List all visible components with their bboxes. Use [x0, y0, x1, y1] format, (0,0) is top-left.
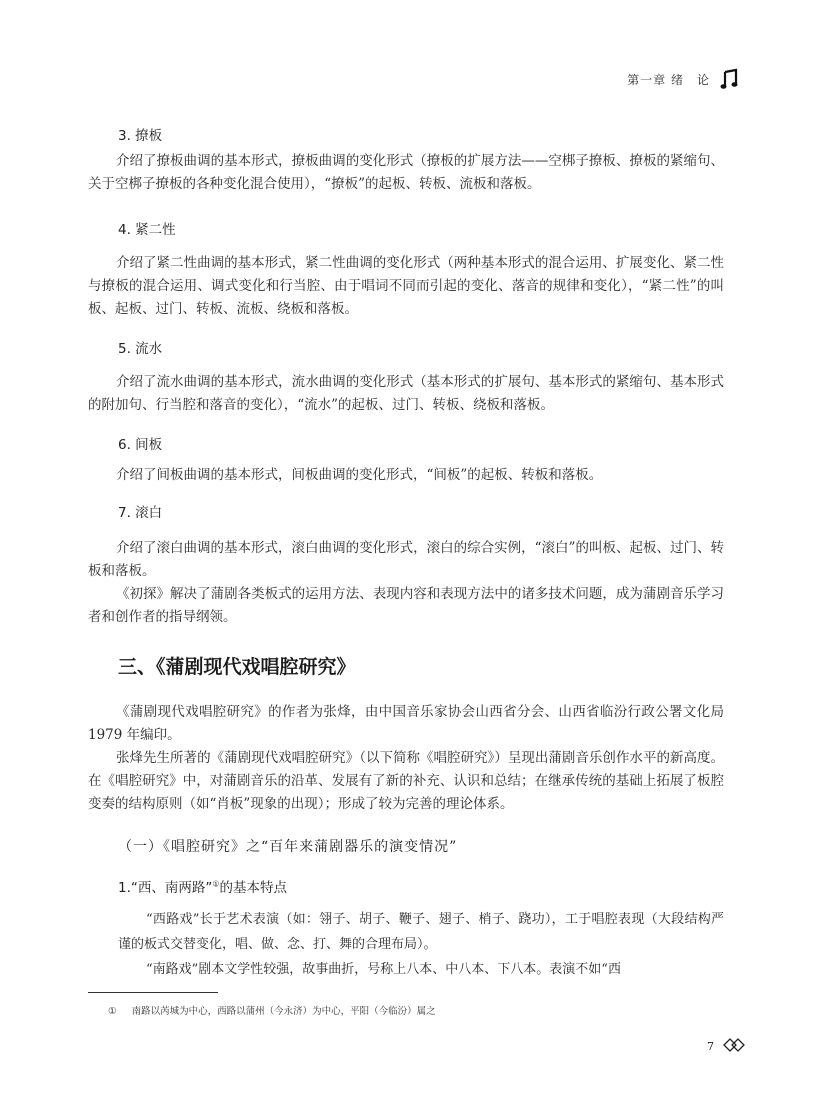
- part-3-paragraph-1: 《蒲剧现代戏唱腔研究》的作者为张烽，由中国音乐家协会山西省分会、山西省临汾行政公署文化局 1979 年编印。: [88, 704, 724, 743]
- section-7-text: 介绍了滚白曲调的基本形式，滚白曲调的变化形式，滚白的综合实例，“滚白”的叫板、起板、过门、转板和落板。: [88, 540, 724, 579]
- section-3-title: 3. 撩板: [118, 128, 163, 144]
- part-3-paragraph-2: 张烽先生所著的《蒲剧现代戏唱腔研究》（以下简称《唱腔研究》）呈现出蒲剧音乐创作水平的新高度。在《唱腔研究》中，对蒲剧音乐的沿革、发展有了新的补充、认识和总结；在继承传统的基础上拓展了板腔变奏的结构原则（如“肖板”现象的出现）；形成了较为完善的理论体系。: [88, 750, 724, 812]
- diamond-ornament-icon: [722, 1038, 746, 1052]
- footnote-reference[interactable]: ①: [212, 879, 220, 889]
- section-4-text: 介绍了紧二性曲调的基本形式，紧二性曲调的变化形式（两种基本形式的混合运用、扩展变化、紧二性与撩板的混合运用、调式变化和行当腔、由于唱词不同而引起的变化、落音的规律和变化），“紧二性”的叫板、起板、过门、转板、流板、绕板和落板。: [88, 255, 724, 317]
- footnote-mark: ①: [108, 1006, 117, 1017]
- subsection-title: （一）《唱腔研究》之“百年来蒲剧器乐的演变情况”: [118, 839, 458, 855]
- music-note-icon: [720, 68, 738, 90]
- section-4-title: 4. 紧二性: [118, 222, 176, 238]
- page-number: 7: [707, 1040, 714, 1053]
- section-5-text: 介绍了流水曲调的基本形式，流水曲调的变化形式（基本形式的扩展句、基本形式的紧缩句、基本形式的附加句、行当腔和落音的变化），“流水”的起板、过门、转板、绕板和落板。: [88, 374, 724, 413]
- summary-paragraph: 《初探》解决了蒲剧各类板式的运用方法、表现内容和表现方法中的诸多技术问题，成为蒲剧音乐学习者和创作者的指导纲领。: [88, 586, 724, 625]
- west-road-quote: “西路戏”长于艺术表演（如：翎子、胡子、鞭子、翅子、梢子、跷功），工于唱腔表现（大段结构严谨的板式交替变化，唱、做、念、打、舞的合理布局）。: [118, 912, 724, 952]
- item-1-title-after: 的基本特点: [219, 880, 288, 896]
- section-3-text: 介绍了撩板曲调的基本形式，撩板曲调的变化形式（撩板的扩展方法——空梆子撩板、撩板的紧缩句、关于空梆子撩板的各种变化混合使用），“撩板”的起板、转板、流板和落板。: [88, 153, 724, 192]
- section-6-text: 介绍了间板曲调的基本形式，间板曲调的变化形式，“间板”的起板、转板和落板。: [116, 467, 603, 483]
- running-header: [627, 68, 738, 90]
- part-3-heading: 三、《蒲剧现代戏唱腔研究》: [118, 656, 356, 678]
- item-1-title: [118, 876, 287, 896]
- footnote-divider: [88, 992, 218, 993]
- item-1-title-before: 1.“西、南两路”: [118, 880, 213, 896]
- section-5-title: 5. 流水: [118, 341, 163, 357]
- section-7-title: 7. 滚白: [118, 505, 163, 521]
- chapter-header: 第一章 绪 论: [627, 72, 710, 87]
- south-road-quote: “南路戏”剧本文学性较强，故事曲折，号称上八本、中八本、下八本。表演不如“西: [146, 962, 621, 977]
- footnote-text: 南路以芮城为中心，西路以蒲州（今永济）为中心，平阳（今临汾）属之: [131, 1006, 436, 1017]
- section-6-title: 6. 间板: [118, 437, 163, 453]
- footnote: [108, 1003, 436, 1017]
